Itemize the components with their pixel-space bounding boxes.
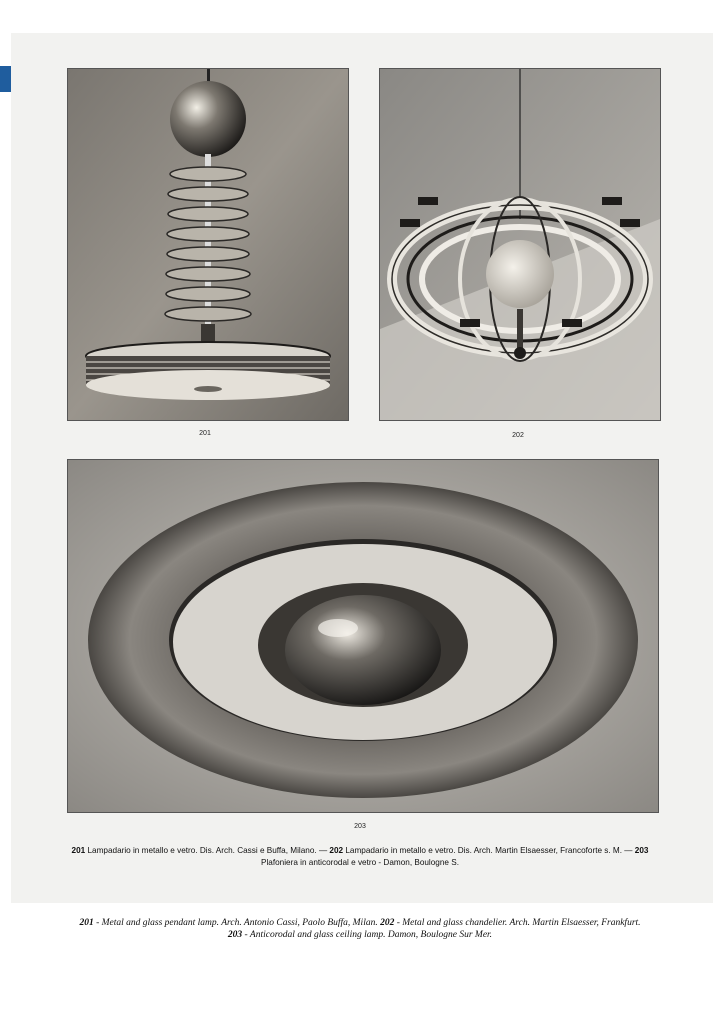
en-ref-202: 202 [380, 918, 395, 928]
page-edge-tab [0, 66, 11, 92]
english-caption [20, 917, 700, 941]
en-text-203: - Anticorodal and glass ceiling lamp. Damon, Boulogne Sur Mer. [242, 930, 493, 940]
pendant-lamp-photo-icon [68, 69, 348, 420]
caption-ref-203: 203 [634, 846, 649, 855]
en-text-201: - Metal and glass pendant lamp. Arch. Antonio Cassi, Paolo Buffa, Milan. [93, 918, 381, 928]
ceiling-lamp-photo-icon [68, 460, 658, 812]
figure-number-203: 203 [354, 823, 366, 830]
en-ref-201: 201 [79, 918, 94, 928]
figure-number-201: 201 [199, 430, 211, 437]
caption-ref-202: 202 [329, 846, 344, 855]
caption-text-202: Lampadario in metallo e vetro. Dis. Arch. Martin Elsaesser, Francoforte s. M. — [343, 846, 635, 855]
caption-text-201: Lampadario in metallo e vetro. Dis. Arch. Cassi e Buffa, Milano. — [85, 846, 330, 855]
italian-caption [60, 845, 660, 869]
figure-number-202: 202 [512, 432, 524, 439]
caption-text-203: Plafoniera in anticorodal e vetro - Damon, Boulogne S. [261, 858, 459, 867]
photo-202-chandelier [379, 68, 661, 421]
en-ref-203: 203 [227, 930, 243, 940]
en-text-202: - Metal and glass chandelier. Arch. Martin Elsaesser, Frankfurt. [394, 918, 641, 928]
photo-203-ceiling-lamp [67, 459, 659, 813]
photo-201-pendant-lamp [67, 68, 349, 421]
chandelier-photo-icon [380, 69, 660, 420]
caption-ref-201: 201 [71, 846, 86, 855]
